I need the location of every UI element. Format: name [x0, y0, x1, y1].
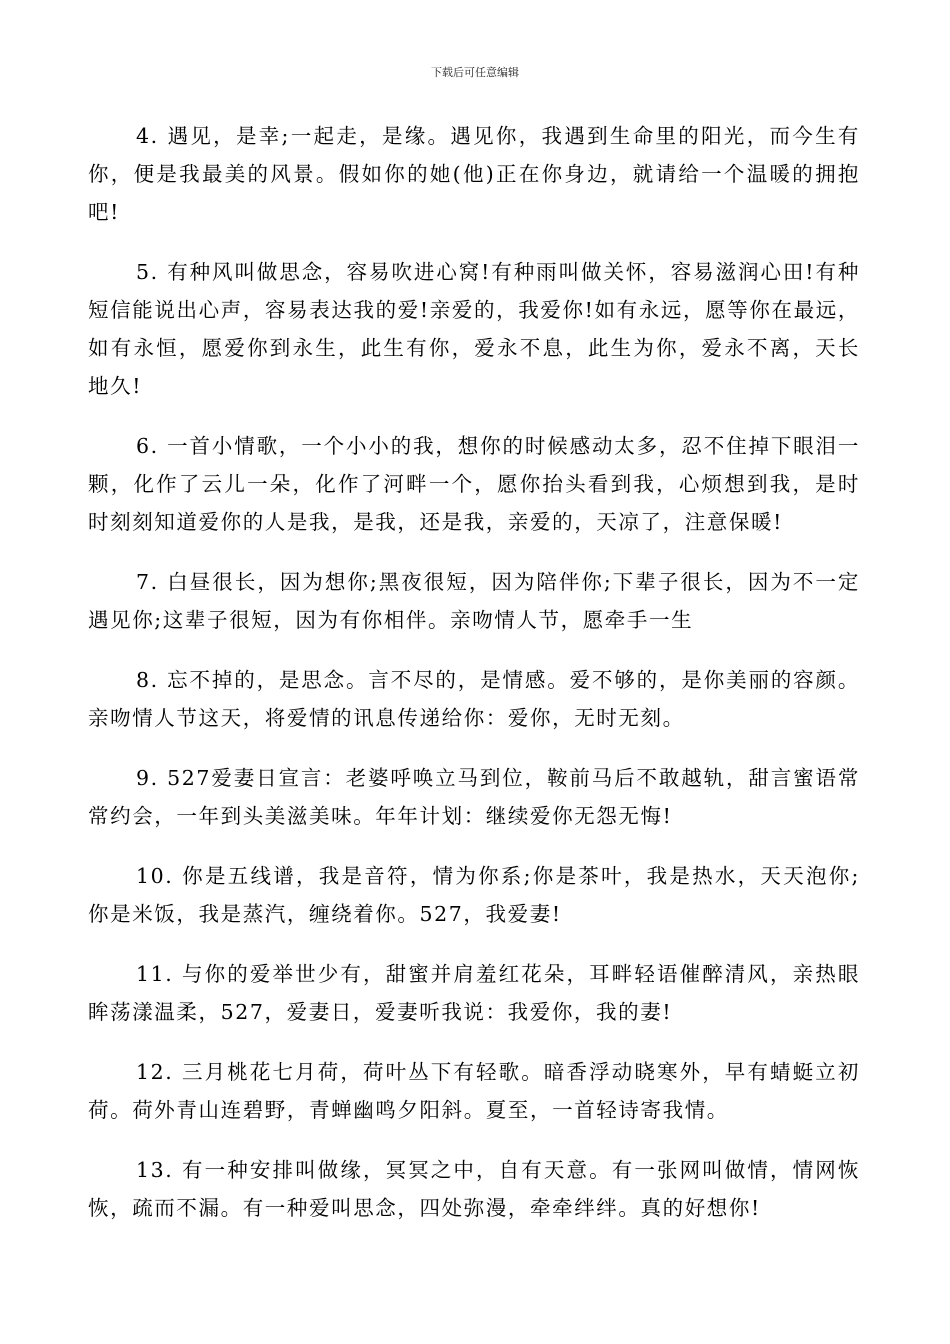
paragraph-10: 10. 你是五线谱，我是音符，情为你系;你是茶叶，我是热水，天天泡你;你是米饭，我是蒸汽，缠绕着你。527，我爱妻! [88, 864, 860, 926]
paragraph-6: 6. 一首小情歌，一个小小的我，想你的时候感动太多，忍不住掉下眼泪一颗，化作了云儿一朵，化作了河畔一个，愿你抬头看到我，心烦想到我，是时时刻刻知道爱你的人是我，是我，还是我，亲爱的，天凉了，注意保暖! [88, 434, 860, 534]
paragraph-13: 13. 有一种安排叫做缘，冥冥之中，自有天意。有一张网叫做情，情网恢恢，疏而不漏。有一种爱叫思念，四处弥漫，牵牵绊绊。真的好想你! [88, 1158, 860, 1220]
paragraph-8: 8. 忘不掉的，是思念。言不尽的，是情感。爱不够的，是你美丽的容颜。亲吻情人节这天，将爱情的讯息传递给你：爱你，无时无刻。 [88, 668, 860, 730]
header-note: 下载后可任意编辑 [431, 66, 519, 79]
paragraph-5: 5. 有种风叫做思念，容易吹进心窝!有种雨叫做关怀，容易滋润心田!有种短信能说出心声，容易表达我的爱!亲爱的，我爱你!如有永远，愿等你在最远，如有永恒，愿爱你到永生，此生有你，爱永不息，此生为你，爱永不离，天长地久! [88, 260, 860, 398]
paragraph-12: 12. 三月桃花七月荷，荷叶丛下有轻歌。暗香浮动晓寒外，早有蜻蜓立初荷。荷外青山连碧野，青蝉幽鸣夕阳斜。夏至，一首轻诗寄我情。 [88, 1060, 860, 1122]
paragraph-9: 9. 527爱妻日宣言：老婆呼唤立马到位，鞍前马后不敢越轨，甜言蜜语常常约会，一年到头美滋美味。年年计划：继续爱你无怨无悔! [88, 766, 860, 828]
paragraph-7: 7. 白昼很长，因为想你;黑夜很短，因为陪伴你;下辈子很长，因为不一定遇见你;这辈子很短，因为有你相伴。亲吻情人节，愿牵手一生 [88, 570, 860, 632]
document-body [88, 117, 860, 1249]
paragraph-11: 11. 与你的爱举世少有，甜蜜并肩羞红花朵，耳畔轻语催醉清风，亲热眼眸荡漾温柔，527，爱妻日，爱妻听我说：我爱你，我的妻! [88, 962, 860, 1024]
paragraph-4: 4. 遇见，是幸;一起走，是缘。遇见你，我遇到生命里的阳光，而今生有你，便是我最美的风景。假如你的她(他)正在你身边，就请给一个温暖的拥抱吧! [88, 124, 860, 224]
